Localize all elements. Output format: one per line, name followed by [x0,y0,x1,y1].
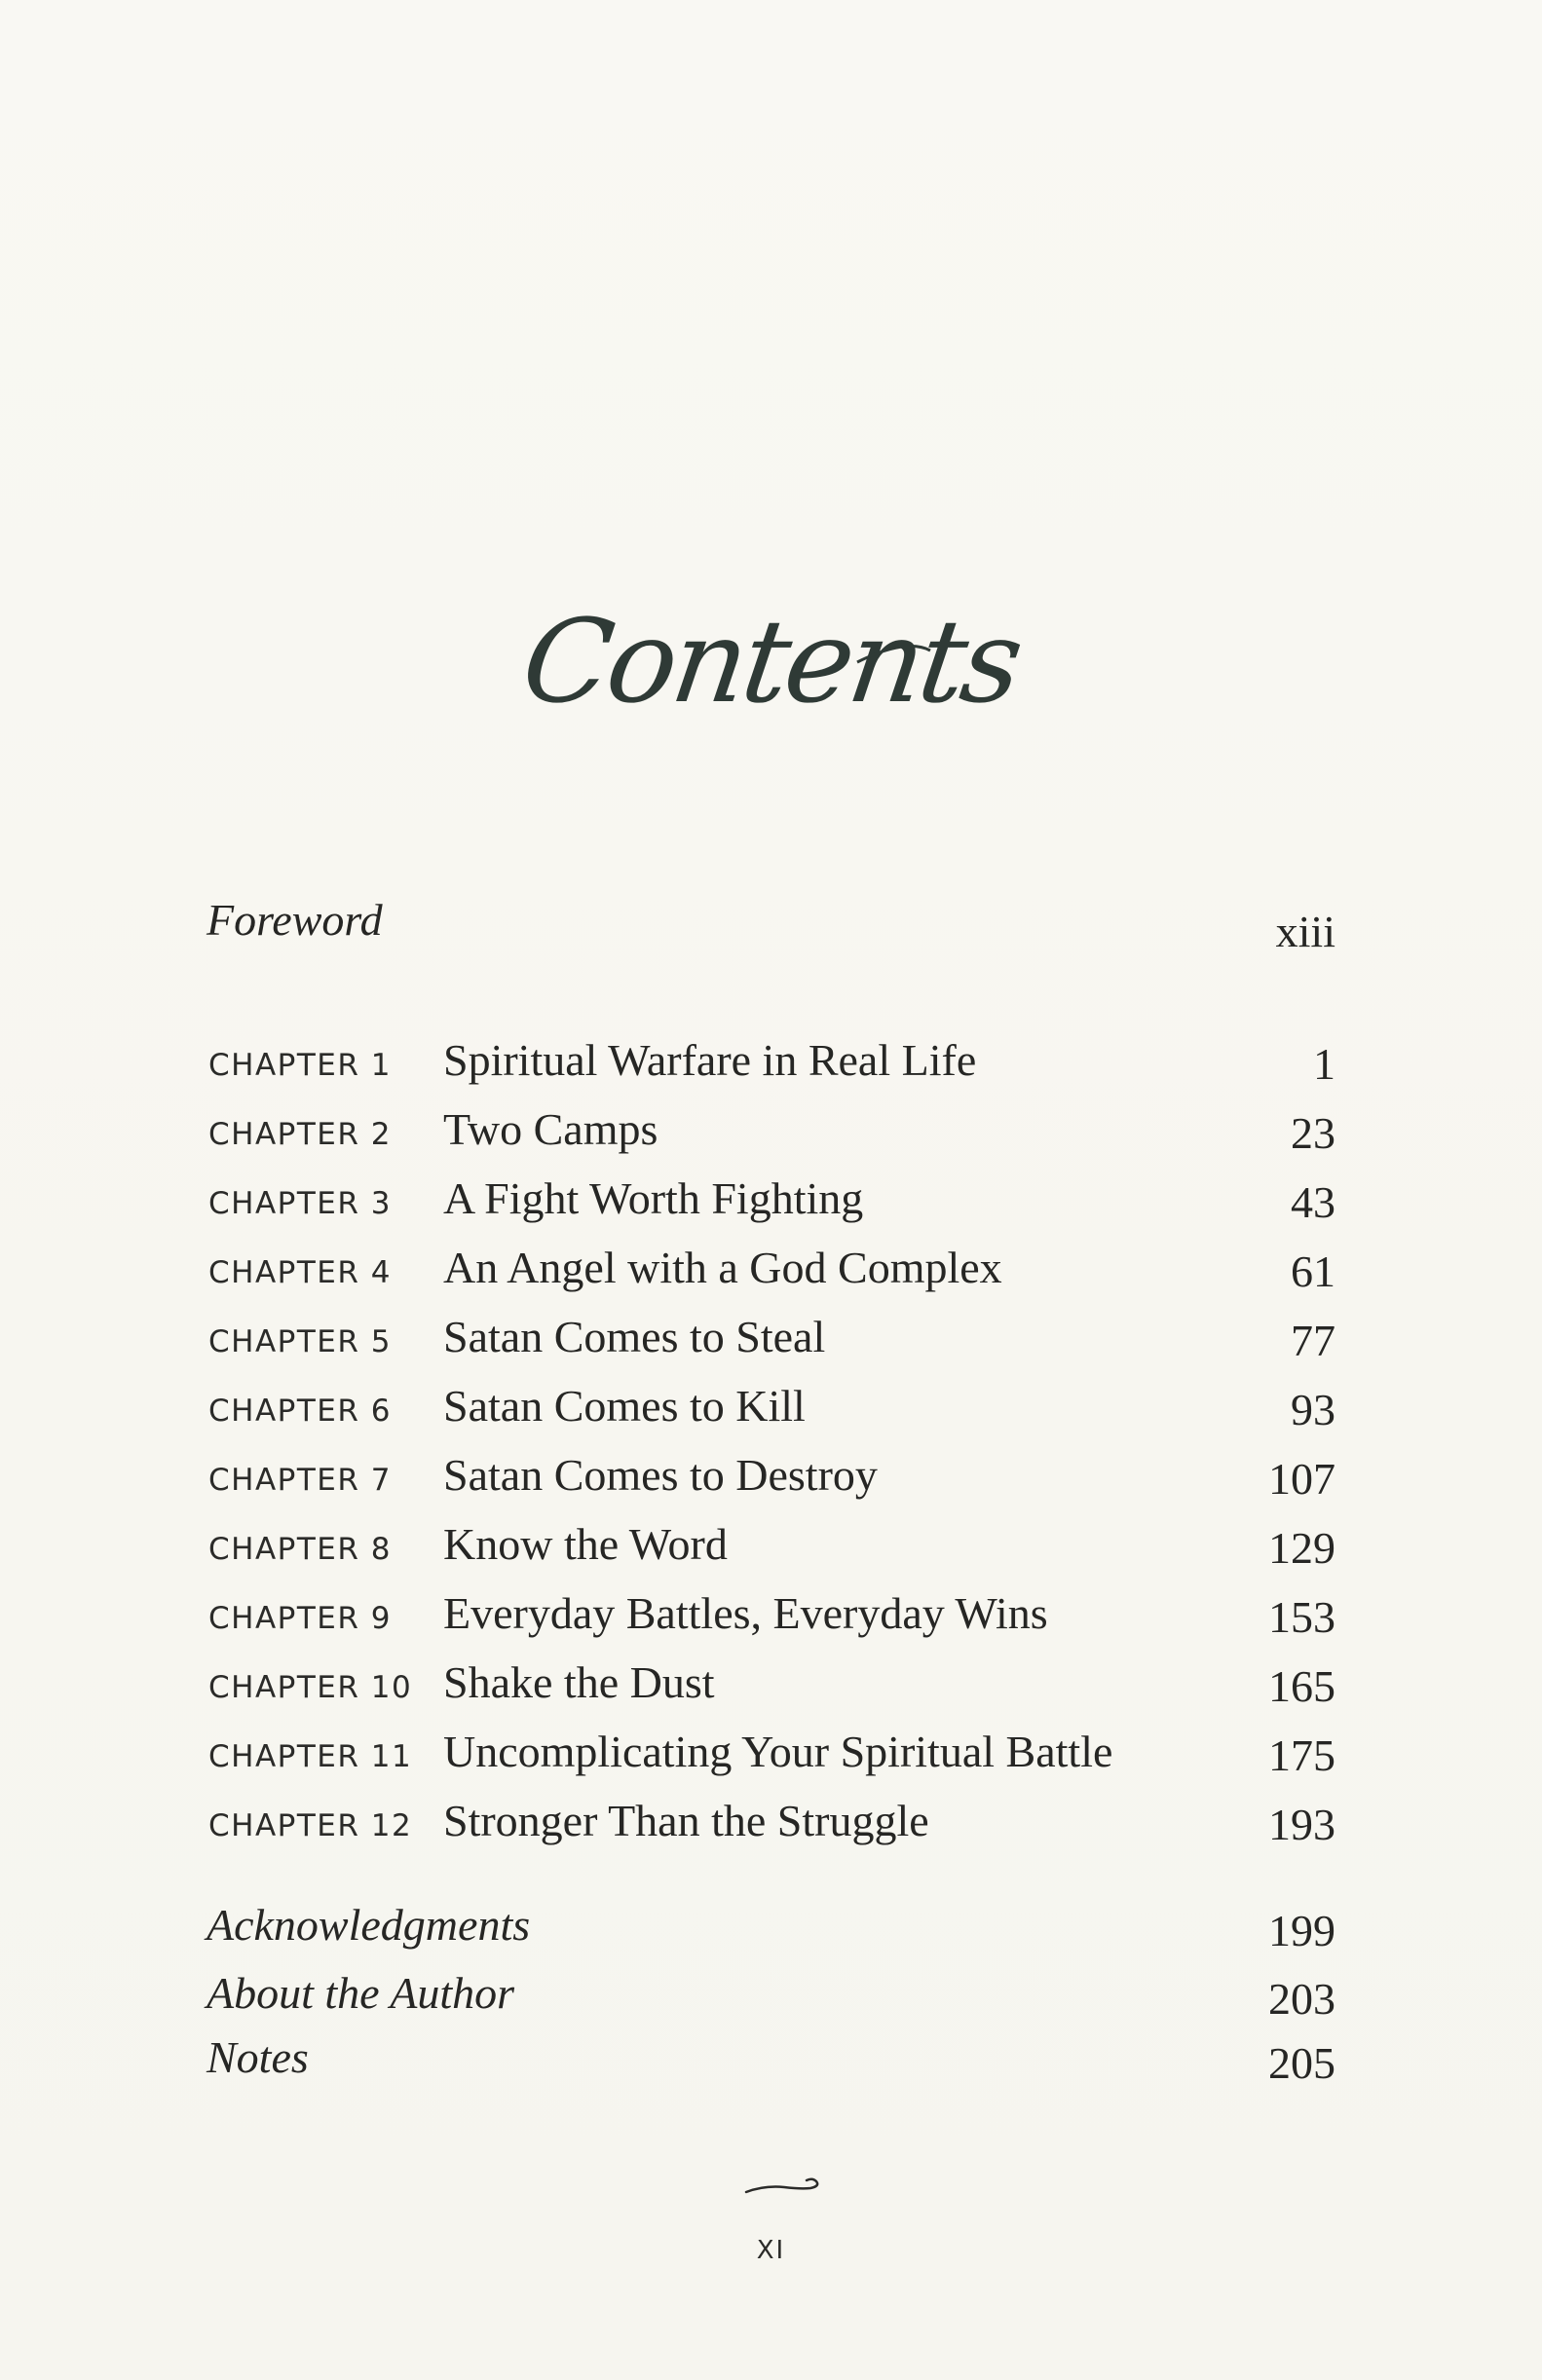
chapter-title: Satan Comes to Destroy [443,1450,878,1500]
chapter-page-number: 107 [1268,1454,1335,1504]
entry-title: Foreword [207,895,383,945]
entry-page-number: xiii [1275,907,1335,956]
page-number-folio: XI [756,2236,786,2265]
chapter-label: CHAPTER 4 [208,1255,392,1290]
chapter-title: Stronger Than the Struggle [443,1796,929,1845]
chapter-label: CHAPTER 12 [208,1808,413,1843]
entry-title: About the Author [207,1968,515,2018]
chapter-page-number: 165 [1268,1661,1335,1711]
chapter-label: CHAPTER 6 [208,1394,392,1429]
entry-page-number: 203 [1268,1974,1335,2024]
page-title: Contents [514,594,1028,728]
chapter-title: An Angel with a God Complex [443,1243,1002,1292]
chapter-label: CHAPTER 2 [208,1117,392,1152]
chapter-label: CHAPTER 1 [208,1048,392,1083]
chapter-page-number: 1 [1313,1039,1335,1089]
chapter-label: CHAPTER 9 [208,1601,392,1636]
chapter-page-number: 175 [1268,1730,1335,1780]
chapter-label: CHAPTER 8 [208,1532,392,1567]
chapter-label: CHAPTER 5 [208,1324,392,1359]
chapter-title: Satan Comes to Steal [443,1312,826,1361]
chapter-title: Everyday Battles, Everyday Wins [443,1588,1048,1638]
chapter-page-number: 43 [1291,1177,1335,1227]
chapter-label: CHAPTER 10 [208,1670,413,1705]
chapter-title: Two Camps [443,1104,658,1154]
chapter-page-number: 129 [1268,1523,1335,1573]
chapter-label: CHAPTER 7 [208,1463,392,1498]
chapter-page-number: 93 [1291,1385,1335,1434]
chapter-title: A Fight Worth Fighting [443,1173,864,1223]
chapter-page-number: 153 [1268,1592,1335,1642]
chapter-title: Spiritual Warfare in Real Life [443,1035,977,1085]
chapter-title: Uncomplicating Your Spiritual Battle [443,1727,1113,1776]
chapter-page-number: 193 [1268,1800,1335,1849]
chapter-title: Satan Comes to Kill [443,1381,806,1431]
chapter-page-number: 77 [1291,1316,1335,1365]
entry-page-number: 205 [1268,2038,1335,2088]
entry-page-number: 199 [1268,1906,1335,1955]
entry-title: Notes [207,2032,309,2082]
entry-title: Acknowledgments [207,1900,531,1950]
chapter-label: CHAPTER 11 [208,1739,413,1774]
chapter-page-number: 61 [1291,1246,1335,1296]
chapter-label: CHAPTER 3 [208,1186,392,1221]
chapter-title: Know the Word [443,1519,728,1569]
chapter-page-number: 23 [1291,1108,1335,1158]
chapter-title: Shake the Dust [443,1657,715,1707]
